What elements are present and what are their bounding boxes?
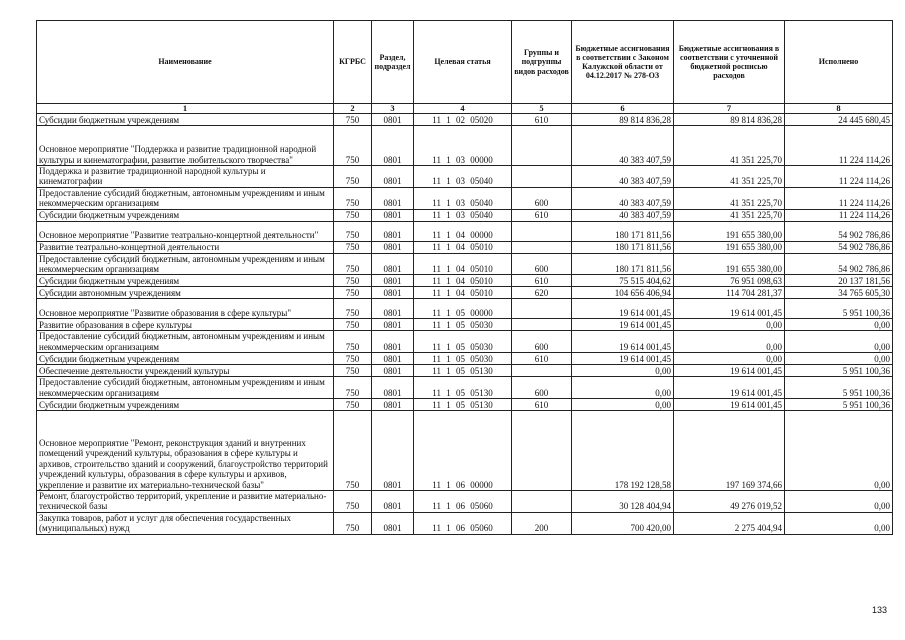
row-razdel: 0801 <box>372 114 414 126</box>
row-group: 610 <box>512 114 572 126</box>
row-executed: 0,00 <box>785 331 893 353</box>
row-law: 180 171 811,56 <box>572 253 674 275</box>
row-executed: 0,00 <box>785 411 893 491</box>
row-razdel: 0801 <box>372 377 414 399</box>
table-row <box>37 253 893 275</box>
page-number: 133 <box>871 605 887 615</box>
table-row <box>37 399 893 411</box>
row-target: 11 1 04 05010 <box>414 241 512 253</box>
row-executed: 54 902 786,86 <box>785 221 893 241</box>
row-executed: 5 951 100,36 <box>785 399 893 411</box>
row-kgrbs: 750 <box>334 353 372 365</box>
row-name: Субсидии бюджетным учреждениям <box>37 353 334 365</box>
table-row <box>37 275 893 287</box>
row-razdel: 0801 <box>372 491 414 513</box>
table-row <box>37 209 893 221</box>
header-executed: Исполнено <box>785 21 893 104</box>
row-refined: 0,00 <box>674 353 785 365</box>
row-law: 19 614 001,45 <box>572 299 674 319</box>
row-razdel: 0801 <box>372 221 414 241</box>
row-refined: 0,00 <box>674 319 785 331</box>
row-executed: 0,00 <box>785 512 893 534</box>
row-law: 40 383 407,59 <box>572 166 674 188</box>
row-executed: 5 951 100,36 <box>785 365 893 377</box>
row-refined: 0,00 <box>674 331 785 353</box>
row-refined: 19 614 001,45 <box>674 399 785 411</box>
row-refined: 2 275 404,94 <box>674 512 785 534</box>
row-group: 600 <box>512 253 572 275</box>
row-refined: 19 614 001,45 <box>674 365 785 377</box>
table-row <box>37 377 893 399</box>
table-row <box>37 491 893 513</box>
row-kgrbs: 750 <box>334 287 372 299</box>
header-groups: Группы и подгруппы видов расходов <box>512 21 572 104</box>
row-name: Обеспечение деятельности учреждений культуры <box>37 365 334 377</box>
row-name: Основное мероприятие "Поддержка и развитие традиционной народной культуры и кинематографии, развитие любительского творчества" <box>37 126 334 166</box>
table-row <box>37 319 893 331</box>
row-kgrbs: 750 <box>334 319 372 331</box>
row-executed: 34 765 605,30 <box>785 287 893 299</box>
row-target: 11 1 05 05030 <box>414 331 512 353</box>
row-group <box>512 365 572 377</box>
column-number: 7 <box>674 104 785 114</box>
row-group <box>512 166 572 188</box>
row-name: Субсидии бюджетным учреждениям <box>37 209 334 221</box>
table-row <box>37 512 893 534</box>
row-name: Предоставление субсидий бюджетным, автономным учреждениям и иным некоммерческим организациям <box>37 331 334 353</box>
row-razdel: 0801 <box>372 241 414 253</box>
row-kgrbs: 750 <box>334 253 372 275</box>
column-number: 2 <box>334 104 372 114</box>
row-refined: 49 276 019,52 <box>674 491 785 513</box>
table-row <box>37 365 893 377</box>
row-group: 600 <box>512 187 572 209</box>
row-law: 180 171 811,56 <box>572 221 674 241</box>
row-name: Основное мероприятие "Развитие образования в сфере культуры" <box>37 299 334 319</box>
row-refined: 89 814 836,28 <box>674 114 785 126</box>
row-name: Субсидии бюджетным учреждениям <box>37 114 334 126</box>
row-executed: 5 951 100,36 <box>785 299 893 319</box>
row-razdel: 0801 <box>372 126 414 166</box>
row-razdel: 0801 <box>372 319 414 331</box>
row-law: 30 128 404,94 <box>572 491 674 513</box>
row-razdel: 0801 <box>372 365 414 377</box>
row-group <box>512 221 572 241</box>
row-razdel: 0801 <box>372 275 414 287</box>
header-law: Бюджетные ассигнования в соответствии с Законом Калужской области от 04.12.2017 № 278-ОЗ <box>572 21 674 104</box>
row-target: 11 1 05 00000 <box>414 299 512 319</box>
row-group <box>512 491 572 513</box>
row-law: 700 420,00 <box>572 512 674 534</box>
row-kgrbs: 750 <box>334 166 372 188</box>
row-executed: 0,00 <box>785 319 893 331</box>
header-target: Целевая статья <box>414 21 512 104</box>
row-target: 11 1 04 05010 <box>414 275 512 287</box>
row-law: 104 656 406,94 <box>572 287 674 299</box>
row-group <box>512 126 572 166</box>
row-law: 180 171 811,56 <box>572 241 674 253</box>
row-kgrbs: 750 <box>334 187 372 209</box>
row-group: 610 <box>512 353 572 365</box>
row-refined: 191 655 380,00 <box>674 253 785 275</box>
row-target: 11 1 04 00000 <box>414 221 512 241</box>
column-number: 5 <box>512 104 572 114</box>
header-razdel: Раздел, подраздел <box>372 21 414 104</box>
table-body <box>37 114 893 535</box>
row-group: 600 <box>512 331 572 353</box>
row-executed: 24 445 680,45 <box>785 114 893 126</box>
row-razdel: 0801 <box>372 166 414 188</box>
row-law: 0,00 <box>572 399 674 411</box>
row-law: 40 383 407,59 <box>572 187 674 209</box>
row-executed: 11 224 114,26 <box>785 209 893 221</box>
row-group: 600 <box>512 377 572 399</box>
row-law: 0,00 <box>572 365 674 377</box>
row-kgrbs: 750 <box>334 275 372 287</box>
header-name: Наименование <box>37 21 334 104</box>
table-row <box>37 411 893 491</box>
table-row <box>37 126 893 166</box>
table-row <box>37 331 893 353</box>
table-row <box>37 221 893 241</box>
table-row <box>37 241 893 253</box>
row-razdel: 0801 <box>372 331 414 353</box>
row-name: Ремонт, благоустройство территорий, укрепление и развитие материально-технической базы <box>37 491 334 513</box>
row-law: 75 515 404,62 <box>572 275 674 287</box>
row-law: 19 614 001,45 <box>572 331 674 353</box>
row-kgrbs: 750 <box>334 331 372 353</box>
budget-table <box>36 20 893 535</box>
row-kgrbs: 750 <box>334 411 372 491</box>
column-number: 4 <box>414 104 512 114</box>
row-razdel: 0801 <box>372 209 414 221</box>
row-group <box>512 241 572 253</box>
header-refined: Бюджетные ассигнования в соответствии с уточненной бюджетной росписью расходов <box>674 21 785 104</box>
table-row <box>37 287 893 299</box>
table-row <box>37 187 893 209</box>
row-executed: 0,00 <box>785 491 893 513</box>
row-target: 11 1 05 05030 <box>414 353 512 365</box>
row-name: Предоставление субсидий бюджетным, автономным учреждениям и иным некоммерческим организациям <box>37 187 334 209</box>
row-kgrbs: 750 <box>334 221 372 241</box>
row-razdel: 0801 <box>372 299 414 319</box>
row-law: 19 614 001,45 <box>572 353 674 365</box>
row-kgrbs: 750 <box>334 399 372 411</box>
row-name: Субсидии автономным учреждениям <box>37 287 334 299</box>
row-kgrbs: 750 <box>334 491 372 513</box>
table-row <box>37 353 893 365</box>
row-razdel: 0801 <box>372 287 414 299</box>
row-law: 178 192 128,58 <box>572 411 674 491</box>
row-group <box>512 411 572 491</box>
row-target: 11 1 03 00000 <box>414 126 512 166</box>
row-executed: 54 902 786,86 <box>785 241 893 253</box>
row-refined: 76 951 098,63 <box>674 275 785 287</box>
row-kgrbs: 750 <box>334 209 372 221</box>
row-target: 11 1 04 05010 <box>414 287 512 299</box>
row-name: Основное мероприятие "Ремонт, реконструкция зданий и внутренних помещений учреждений культуры, образования в сфере культуры и архивов, строительство зданий и сооружений, благоустройство территорий учреждений культуры, образования в сфере культуры и архивов, укрепление и развитие их материально-технической базы" <box>37 411 334 491</box>
row-refined: 114 704 281,37 <box>674 287 785 299</box>
row-kgrbs: 750 <box>334 365 372 377</box>
row-razdel: 0801 <box>372 411 414 491</box>
row-kgrbs: 750 <box>334 241 372 253</box>
row-target: 11 1 03 05040 <box>414 209 512 221</box>
row-group: 620 <box>512 287 572 299</box>
row-razdel: 0801 <box>372 253 414 275</box>
row-name: Предоставление субсидий бюджетным, автономным учреждениям и иным некоммерческим организациям <box>37 377 334 399</box>
row-group: 610 <box>512 275 572 287</box>
row-law: 40 383 407,59 <box>572 209 674 221</box>
row-name: Развитие театрально-концертной деятельности <box>37 241 334 253</box>
row-group <box>512 319 572 331</box>
row-executed: 11 224 114,26 <box>785 187 893 209</box>
row-razdel: 0801 <box>372 353 414 365</box>
row-target: 11 1 06 05060 <box>414 491 512 513</box>
row-group: 200 <box>512 512 572 534</box>
row-target: 11 1 03 05040 <box>414 166 512 188</box>
row-target: 11 1 05 05130 <box>414 399 512 411</box>
row-refined: 19 614 001,45 <box>674 299 785 319</box>
row-refined: 191 655 380,00 <box>674 241 785 253</box>
row-refined: 41 351 225,70 <box>674 166 785 188</box>
row-kgrbs: 750 <box>334 114 372 126</box>
row-executed: 20 137 181,56 <box>785 275 893 287</box>
row-razdel: 0801 <box>372 512 414 534</box>
row-law: 0,00 <box>572 377 674 399</box>
table-row <box>37 166 893 188</box>
row-kgrbs: 750 <box>334 377 372 399</box>
row-refined: 41 351 225,70 <box>674 209 785 221</box>
row-kgrbs: 750 <box>334 126 372 166</box>
row-target: 11 1 05 05130 <box>414 377 512 399</box>
row-executed: 11 224 114,26 <box>785 126 893 166</box>
row-name: Развитие образования в сфере культуры <box>37 319 334 331</box>
row-refined: 41 351 225,70 <box>674 126 785 166</box>
row-target: 11 1 05 05130 <box>414 365 512 377</box>
row-razdel: 0801 <box>372 187 414 209</box>
row-target: 11 1 02 05020 <box>414 114 512 126</box>
row-kgrbs: 750 <box>334 512 372 534</box>
row-target: 11 1 06 00000 <box>414 411 512 491</box>
table-row <box>37 299 893 319</box>
row-target: 11 1 05 05030 <box>414 319 512 331</box>
row-executed: 54 902 786,86 <box>785 253 893 275</box>
row-name: Основное мероприятие "Развитие театрально-концертной деятельности" <box>37 221 334 241</box>
row-target: 11 1 03 05040 <box>414 187 512 209</box>
header-kgrbs: КГРБС <box>334 21 372 104</box>
row-kgrbs: 750 <box>334 299 372 319</box>
row-name: Субсидии бюджетным учреждениям <box>37 275 334 287</box>
row-refined: 19 614 001,45 <box>674 377 785 399</box>
row-executed: 11 224 114,26 <box>785 166 893 188</box>
row-target: 11 1 06 05060 <box>414 512 512 534</box>
row-refined: 191 655 380,00 <box>674 221 785 241</box>
row-group: 610 <box>512 399 572 411</box>
column-number: 3 <box>372 104 414 114</box>
row-name: Поддержка и развитие традиционной народной культуры и кинематографии <box>37 166 334 188</box>
row-executed: 5 951 100,36 <box>785 377 893 399</box>
column-number: 8 <box>785 104 893 114</box>
row-group <box>512 299 572 319</box>
row-law: 40 383 407,59 <box>572 126 674 166</box>
row-law: 89 814 836,28 <box>572 114 674 126</box>
row-name: Субсидии бюджетным учреждениям <box>37 399 334 411</box>
row-group: 610 <box>512 209 572 221</box>
column-number: 1 <box>37 104 334 114</box>
row-refined: 197 169 374,66 <box>674 411 785 491</box>
row-name: Предоставление субсидий бюджетным, автономным учреждениям и иным некоммерческим организациям <box>37 253 334 275</box>
row-target: 11 1 04 05010 <box>414 253 512 275</box>
row-law: 19 614 001,45 <box>572 319 674 331</box>
column-number: 6 <box>572 104 674 114</box>
row-name: Закупка товаров, работ и услуг для обеспечения государственных (муниципальных) нужд <box>37 512 334 534</box>
row-executed: 0,00 <box>785 353 893 365</box>
row-refined: 41 351 225,70 <box>674 187 785 209</box>
header-row <box>37 21 893 104</box>
table-row <box>37 114 893 126</box>
column-number-row <box>37 104 893 114</box>
row-razdel: 0801 <box>372 399 414 411</box>
